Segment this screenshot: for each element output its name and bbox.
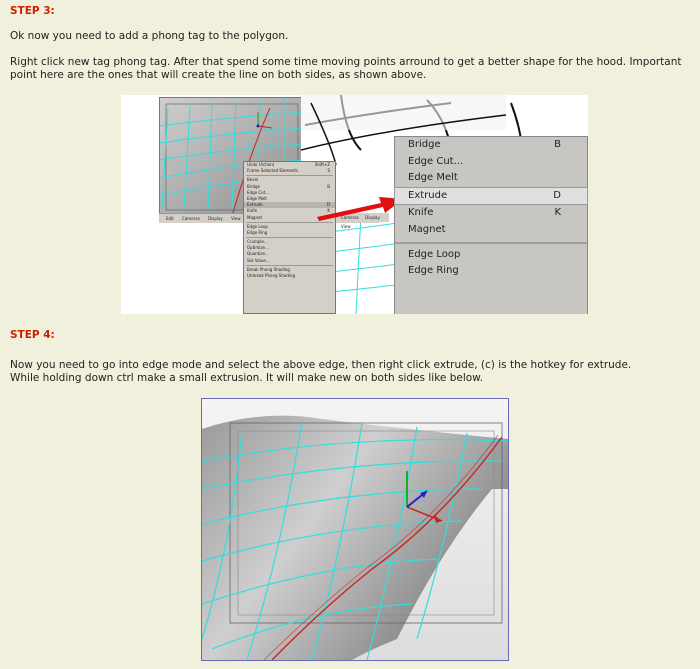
menu-item-extrude[interactable] — [394, 187, 588, 206]
menu-item-label: Edge Ring — [408, 265, 459, 277]
toolbar-view-2[interactable]: View — [341, 224, 351, 229]
toolbar-view[interactable]: View — [231, 216, 241, 221]
toolbar-display-2[interactable]: Display — [365, 215, 380, 220]
menu-item-label: Edge Ring — [247, 229, 268, 235]
menu-item-label: Extrude — [247, 202, 263, 208]
menu-item-bridge[interactable] — [395, 137, 587, 154]
menu-item-label: Edge Cut... — [408, 155, 464, 167]
menu-item-unbreak-phong-shading[interactable] — [244, 273, 335, 279]
menu-item-label: Edge Melt — [408, 172, 458, 184]
menu-item-label: Edge Loop — [408, 248, 461, 260]
context-menu-large — [394, 136, 588, 314]
menu-separator — [395, 242, 587, 244]
step3-screenshot — [121, 95, 588, 314]
menu-item-edge-ring[interactable] — [244, 230, 335, 236]
menu-item-label: Unbreak Phong Shading — [247, 273, 296, 278]
menu-item-label: Optimize... — [247, 245, 269, 251]
menu-item-hotkey: B — [327, 183, 330, 189]
menu-item-edge-melt[interactable] — [395, 170, 587, 187]
menu-item-label: Bridge — [247, 183, 261, 189]
toolbar-edit[interactable]: Edit — [166, 216, 174, 221]
toolbar-cameras-2[interactable]: Cameras — [341, 215, 359, 220]
extruded-mesh-viewport — [202, 399, 508, 660]
menu-item-magnet[interactable] — [395, 222, 587, 239]
step3-title: STEP 3: — [10, 5, 55, 17]
menu-separator — [246, 237, 333, 238]
menu-item-label: Bevel — [247, 177, 259, 183]
menu-separator — [246, 175, 333, 176]
menu-item-edge-loop[interactable] — [395, 247, 587, 264]
menu-item-hotkey: K — [327, 208, 330, 214]
menu-item-label: Magnet — [408, 223, 446, 235]
menu-item-edge-cut[interactable] — [395, 154, 587, 171]
menu-item-label: Edge Melt — [247, 195, 267, 201]
menu-item-hotkey: Shift+Z — [314, 162, 330, 167]
menu-item-label: Knife — [408, 207, 434, 219]
menu-item-label: Set Value... — [247, 257, 270, 263]
menu-item-edge-ring[interactable] — [395, 263, 587, 280]
menu-item-label: Frame Selected Elements — [247, 168, 298, 174]
menu-item-frame-selected-elements[interactable] — [244, 168, 335, 174]
menu-item-label: Edge Loop — [247, 223, 268, 229]
step4-screenshot — [201, 398, 509, 661]
menu-item-label: Knife — [247, 208, 258, 214]
menu-item-label: Extrude — [408, 189, 448, 201]
step4-title: STEP 4: — [10, 329, 55, 341]
menu-item-hotkey: D — [553, 189, 561, 201]
menu-item-hotkey: K — [554, 207, 561, 219]
menu-item-label: Magnet — [247, 214, 263, 220]
context-menu-small — [243, 161, 336, 314]
menu-item-label: Edge Cut... — [247, 189, 270, 195]
menu-item-label: Quantize... — [247, 251, 269, 257]
menu-separator — [246, 265, 333, 266]
step3-intro-text: Ok now you need to add a phong tag to the polygon. — [10, 30, 289, 42]
step4-text-line2: While holding down ctrl make a small extrusion. It will make new on both sides like below. — [10, 372, 484, 384]
menu-item-hotkey: B — [554, 139, 561, 150]
toolbar-cameras[interactable]: Cameras — [182, 216, 200, 221]
menu-item-hotkey: S — [327, 168, 330, 174]
toolbar-display[interactable]: Display — [208, 216, 223, 221]
menu-item-hotkey: D — [326, 202, 330, 208]
menu-item-knife[interactable] — [395, 205, 587, 222]
step3-instructions-text: Right click new tag phong tag. After that spend some time moving points arround to get a better shape for the hood. Important point here are the ones that will create the line on both sides, as shown above. — [10, 56, 682, 81]
menu-item-label: Break Phong Shading — [247, 266, 290, 272]
menu-item-label: Undo (Action) — [247, 162, 275, 167]
menu-item-label: Bridge — [408, 139, 441, 150]
menu-item-set-value[interactable] — [244, 258, 335, 264]
step4-text-line1: Now you need to go into edge mode and select the above edge, then right click extrude, (c) is the hotkey for extrude. — [10, 359, 632, 371]
menu-item-label: Crumple... — [247, 239, 268, 245]
